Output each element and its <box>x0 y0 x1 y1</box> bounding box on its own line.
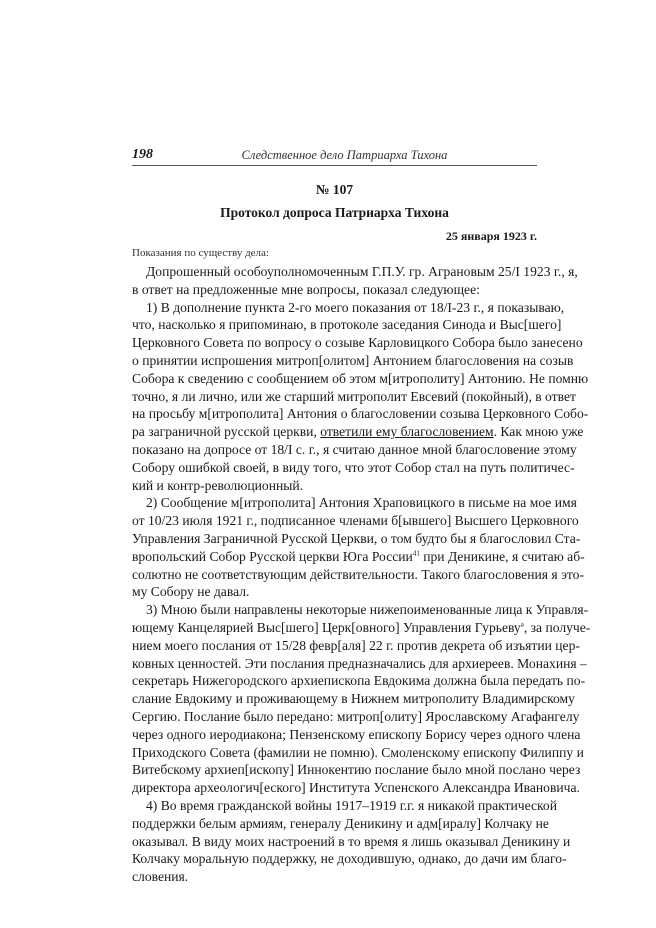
text-line: вропольский Собор Русской церкви Юга России$^{41}$ при Деникине, я считаю аб- <box>132 548 585 564</box>
text-line: 2) Сообщение м[итрополита] Антония Храповицкого в письме на мое имя <box>146 495 577 511</box>
text-line: ковных ценностей. Эти послания предназначались для архиереев. Монахиня – <box>132 655 587 671</box>
running-header <box>132 147 537 165</box>
text-line: о принятии испрошения митроп[олитом] Антонием благословения на созыв <box>132 352 574 368</box>
running-title: Следственное дело Патриарха Тихона <box>241 148 448 162</box>
text-line: точно, я ли лично, или же старший митрополит Евсевий (покойный), в ответ <box>132 388 576 404</box>
text-line: нием моего послания от 15/28 февр[аля] 22 г. против декрета об изъятии цер- <box>132 637 580 653</box>
text-line: 4) Во время гражданской войны 1917–1919 г.г. я никакой практической <box>146 797 557 813</box>
text-line: ющему Канцелярией Выс[шего] Церк[овного] Управления Гурьеву$^а$, за получе- <box>132 619 591 635</box>
document-date: 25 января 1923 г. <box>445 229 537 243</box>
text-line: показано на допросе от 18/I с. г., я считаю данное мной благословение этому <box>132 441 577 457</box>
text-line: Управления Заграничной Русской Церкви, о том будто бы я благословил Ста- <box>132 530 581 546</box>
text-line: через одного иеродиакона; Пензенскому епископу Борису через одного члена <box>132 726 581 742</box>
text-line: словения. <box>132 869 189 885</box>
text-line: му Собору не давал. <box>132 584 250 600</box>
text-line: 3) Мною были направлены некоторые нижепоименованные лица к Управля- <box>146 602 589 618</box>
footnote-marker: а <box>520 620 524 629</box>
footnote-marker: 41 <box>412 549 420 558</box>
text-line: поддержки белым армиям, генералу Деникину и адм[иралу] Колчаку не <box>132 815 549 831</box>
text-line: на просьбу м[итрополита] Антония о благословении созыва Церковного Собо- <box>132 406 589 422</box>
text-line: 1) В дополнение пункта 2-го моего показания от 18/I-23 г., я показываю, <box>146 299 565 315</box>
text-line: ра заграничной русской церкви, ответили ему благословением. Как мною уже <box>132 424 584 440</box>
header-rule <box>132 165 537 166</box>
text-line: Сергию. Послание было передано: митроп[олиту] Ярославскому Агафангелу <box>132 708 580 724</box>
text-line: Церковного Совета по вопросу о созыве Карловицкого Собора было занесено <box>132 335 583 351</box>
text-line: Приходского Совета (фамилии не помню). Смоленскому епископу Филиппу и <box>132 744 584 760</box>
text-line: директора археологич[еского] Института Успенского Александра Ивановича. <box>132 780 580 796</box>
text-line: что, насколько я припоминаю, в протоколе заседания Синода и Выс[шего] <box>132 317 562 333</box>
text-line: солютно не соответствующим действительности. Такого благословения я это- <box>132 566 584 582</box>
text-line: Собора к сведению с сообщением об этом м[итрополиту] Антонию. Не помню <box>132 370 589 386</box>
text-line: слание Евдокиму и проживающему в Нижнем митрополиту Владимирскому <box>132 691 575 707</box>
text-line: кий и контр-революционный. <box>132 477 304 493</box>
section-label: Показания по существу дела: <box>132 247 269 259</box>
text-line: Витебскому архиеп[ископу] Иннокентию послание было мной послано через <box>132 762 581 778</box>
underlined-phrase: ответили ему благословением <box>320 424 494 440</box>
text-line: Допрошенный особоуполномоченным Г.П.У. гр. Аграновым 25/I 1923 г., я, <box>146 264 578 279</box>
text-line: Колчаку моральную поддержку, не доходившую, однако, до дачи им благо- <box>132 851 567 867</box>
text-line: в ответ на предложенные мне вопросы, показал следующее: <box>132 281 480 297</box>
page-number: 198 <box>132 147 153 162</box>
text-line: от 10/23 июля 1921 г., подписанное членами б[ывшего] Высшего Церковного <box>132 513 579 529</box>
document-title: Протокол допроса Патриарха Тихона <box>220 205 449 220</box>
text-line: секретарь Нижегородского архиепископа Евдокима должна была передать по- <box>132 673 586 689</box>
text-line: оказывал. В виду моих настроений в то время я лишь оказывал Деникину и <box>132 833 571 849</box>
text-line: Собору ошибкой своей, в виду того, что этот Собор стал на путь политичес- <box>132 459 575 475</box>
document-number: № 107 <box>315 182 354 197</box>
body-text <box>132 263 591 886</box>
